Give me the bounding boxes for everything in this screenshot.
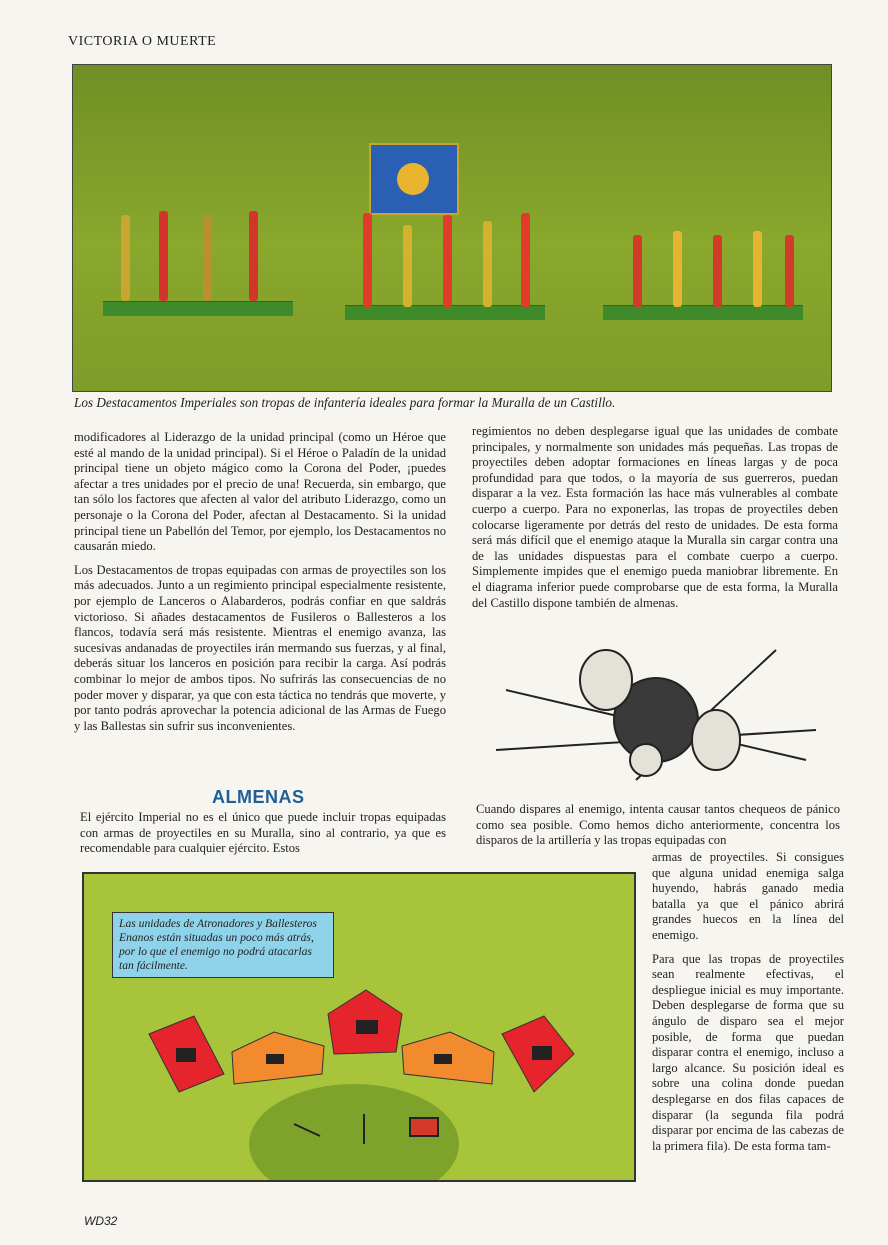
page-number: WD32 (84, 1214, 118, 1228)
running-head: VICTORIA O MUERTE (68, 34, 217, 49)
banner-emblem (397, 163, 429, 195)
cannon-icon (176, 1048, 196, 1062)
miniature (673, 231, 682, 307)
right-paragraph-1: regimientos no deben desplegarse igual que las unidades de combate principales, y normalmente son unidades más pequeñas. Las tropas de proyectiles deben adoptar formaciones en líneas largas y de poca profundidad para que todos, o la mayoría de sus guerreros, puedan disparar a la vez. Esta formación las hace más vulnerables al combate cuerpo a cuerpo. Para no exponerlas, las tropas de proyectiles deben colocarse ligeramente por detrás del resto de unidades. De esta forma será más difícil que el enemigo ataque la Muralla sin cargar contra una de las unidades dispuestas para el combate cuerpo a cuerpo. Simplemente impides que el enemigo pueda maniobrar libremente. En el diagrama inferior puede comprobarse que de esta forma, la Muralla del Castillo dispone también de almenas. (472, 424, 838, 610)
miniature (363, 213, 372, 307)
miniature (785, 235, 794, 307)
crossbow-icon (434, 1054, 452, 1064)
cannon-icon (356, 1020, 378, 1034)
left-unit-base (103, 301, 293, 316)
axe-icon (692, 710, 740, 770)
right-unit-base (603, 305, 803, 320)
regiment-banner (369, 143, 459, 215)
almenas-right-narrow-1: armas de proyectiles. Si consigues que alguna unidad enemiga salga huyendo, habrás ganado media batalla ya que el pánico abrirá grandes huecos en la línea del enemigo. (652, 850, 844, 942)
cannon-icon (532, 1046, 552, 1060)
miniature (249, 211, 258, 301)
miniature (483, 221, 492, 307)
almenas-right-narrow-2: Para que las tropas de proyectiles sean realmente efectivas, el despliegue inicial es muy importante. Deben desplegarse de forma que su ángulo de disparo sea el mejor posible, de forma que puedan disparar contra el enemigo, incluso a largo alcance. Su posición ideal es sobre una colina donde puedan desplegarse en dos filas capaces de disparar (la segunda fila podrá disparar por encima de las cabezas de la primera fila). De esta forma tam- (652, 951, 844, 1153)
cannon-icon (294, 1124, 320, 1136)
miniature (403, 225, 412, 307)
left-paragraph-1: modificadores al Liderazgo de la unidad principal (como un Héroe que esté al mando de la unidad principal). Si el Héroe o Paladín de la unidad principal tiene un objeto mágico como la Corona del Poder, ¡puedes afectar a tres unidades por el precio de una! Recuerda, sin embargo, que tan sólo los factores que afecten al valor del atributo Liderazgo, como un personaje o la Corona del Poder, afectan al Destacamento. Si la unidad principal tiene un Pabellón del Temor, por ejemplo, los Destacamentos no causarán miedo. (74, 430, 446, 554)
deployment-diagram (82, 872, 636, 1182)
center-unit-base (345, 305, 545, 320)
miniature (753, 231, 762, 307)
miniature (121, 215, 130, 301)
miniatures-photo (72, 64, 832, 392)
miniature (203, 215, 212, 301)
almenas-right-narrow-column (652, 850, 844, 1162)
miniature (713, 235, 722, 307)
almenas-left-text: El ejército Imperial no es el único que puede incluir tropas equipadas con armas de proyectiles en su Muralla, sino al contrario, ya que es recomendable para cualquier ejército. Estos (80, 810, 446, 856)
miniature (521, 213, 530, 307)
left-column (74, 430, 446, 742)
weapons-illustration (486, 630, 826, 790)
helmet-icon (630, 744, 662, 776)
right-column (472, 424, 838, 619)
almenas-right-top-text: Cuando dispares al enemigo, intenta causar tantos chequeos de pánico como sea posible. Como hemos dicho anteriormente, concentra los disparos de la artillería y las tropas equipadas con (476, 802, 840, 848)
left-paragraph-2: Los Destacamentos de tropas equipadas con armas de proyectiles son los más adecuados. Junto a un regimiento principal especialmente resistente, por ejemplo de Lanceros o Alabarderos, podrás confiar en que saldrás victorioso. Si añades destacamentos de Fusileros o Ballesteros a los flancos, todavía será más resistente. Mientras el enemigo avanza, las sucesivas andanadas de proyectiles irán mermando sus fuerzas, y al final, deberás situar los lanceros en posición para recibir la carga. Así podrás combinar lo mejor de ambos tipos. No sufrirás las consecuencias de no poder mover y disparar, ya que con esta táctica no tendrás que moverte, y por tanto podrás aprovechar la potencia adicional de las Armas de Fuego y las Ballestas sin sufrir sus inconvenientes. (74, 562, 446, 733)
handgunner-icon (266, 1054, 284, 1064)
miniature (633, 235, 642, 307)
section-heading: ALMENAS (212, 787, 305, 807)
miniature (159, 211, 168, 301)
wagon-icon (410, 1118, 438, 1136)
photo-caption: Los Destacamentos Imperiales son tropas de infantería ideales para formar la Muralla de un Castillo. (74, 395, 616, 410)
axe-icon (580, 650, 632, 710)
diagram-note: Las unidades de Atronadores y Ballesteros Enanos están situadas un poco más atrás, por lo que el enemigo no podrá atacarlas tan fácilmente. (112, 912, 334, 978)
miniature (443, 215, 452, 307)
diagram-units (84, 874, 634, 1180)
